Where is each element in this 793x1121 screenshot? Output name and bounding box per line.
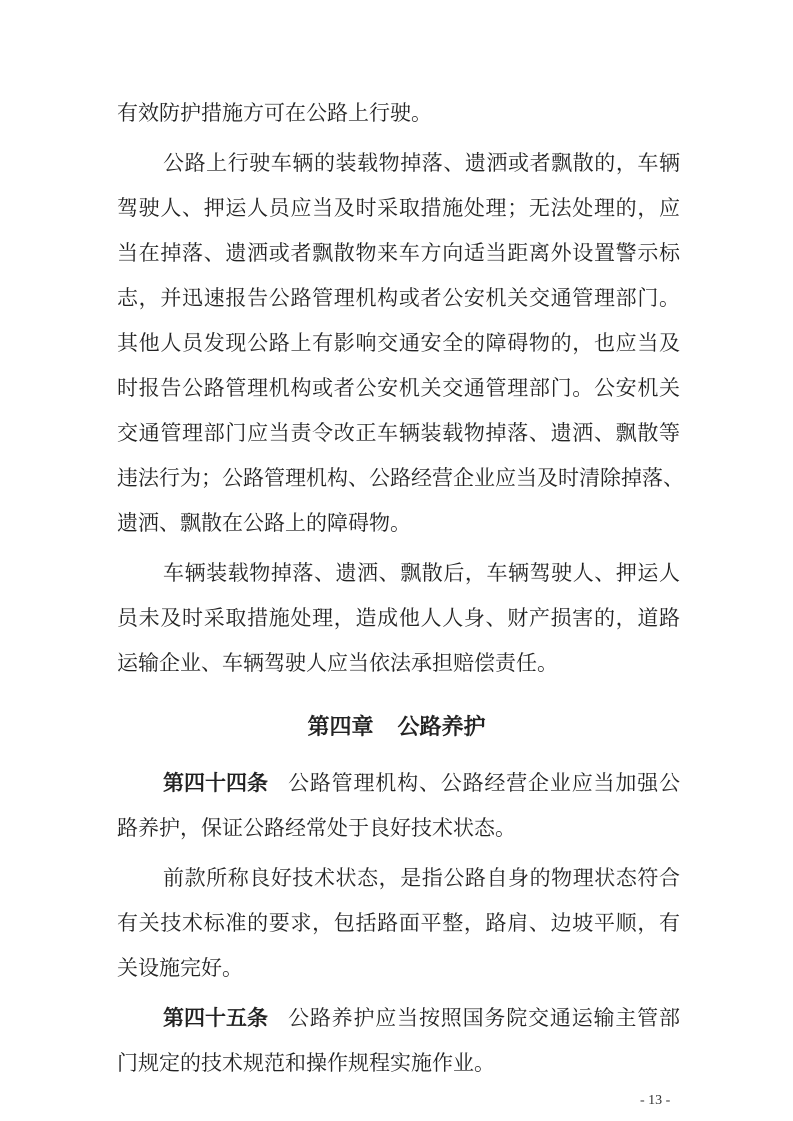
text-line: 门规定的技术规范和操作规程实施作业。	[117, 1051, 495, 1075]
article-44-label: 第四十四条	[163, 771, 268, 795]
chapter-heading	[0, 710, 793, 741]
page-number: - 13 -	[640, 1093, 671, 1108]
article-44-line	[163, 770, 680, 796]
chapter-title: 公路养护	[397, 715, 486, 740]
text-line: 公路上行驶车辆的装载物掉落、遗洒或者飘散的，车辆	[163, 151, 680, 175]
text-line: 遗洒、飘散在公路上的障碍物。	[117, 511, 411, 535]
text-line: 有关技术标准的要求，包括路面平整，路肩、边坡平顺，有	[117, 911, 680, 935]
article-45-label: 第四十五条	[163, 1006, 268, 1030]
text-line: 志，并迅速报告公路管理机构或者公安机关交通管理部门。	[117, 286, 680, 310]
text-line: 其他人员发现公路上有影响交通安全的障碍物的，也应当及	[117, 331, 680, 355]
text-line: 公路养护应当按照国务院交通运输主管部	[288, 1006, 680, 1030]
text-line: 前款所称良好技术状态，是指公路自身的物理状态符合	[163, 866, 680, 890]
article-45-line	[163, 1005, 680, 1031]
text-line: 当在掉落、遗洒或者飘散物来车方向适当距离外设置警示标	[117, 241, 680, 265]
text-line: 违法行为；公路管理机构、公路经营企业应当及时清除掉落、	[117, 466, 684, 490]
text-line: 路养护，保证公路经常处于良好技术状态。	[117, 816, 516, 840]
text-line: 车辆装载物掉落、遗洒、飘散后，车辆驾驶人、押运人	[163, 561, 680, 585]
text-line: 员未及时采取措施处理，造成他人人身、财产损害的，道路	[117, 606, 680, 630]
chapter-number: 第四章	[307, 715, 374, 740]
text-line: 运输企业、车辆驾驶人应当依法承担赔偿责任。	[117, 651, 558, 675]
text-line: 驾驶人、押运人员应当及时采取措施处理；无法处理的，应	[117, 196, 680, 220]
text-line: 交通管理部门应当责令改正车辆装载物掉落、遗洒、飘散等	[117, 421, 680, 445]
text-line: 公路管理机构、公路经营企业应当加强公	[288, 771, 680, 795]
text-line: 关设施完好。	[117, 956, 243, 980]
text-line: 时报告公路管理机构或者公安机关交通管理部门。公安机关	[117, 376, 680, 400]
text-line: 有效防护措施方可在公路上行驶。	[117, 101, 432, 125]
